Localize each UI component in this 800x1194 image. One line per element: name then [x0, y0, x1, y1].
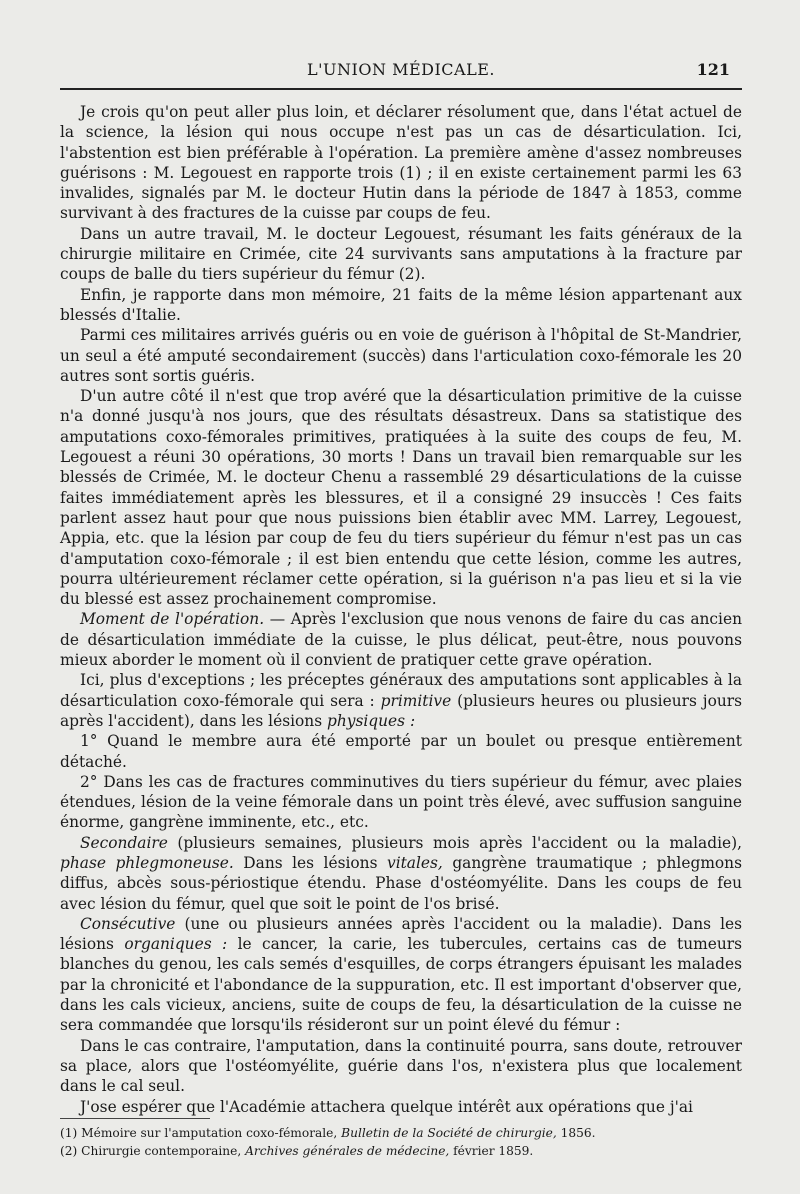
footnote-mark: (2): [60, 1144, 78, 1158]
paragraph: [60, 285, 742, 326]
footnote-date: février 1859.: [449, 1144, 534, 1158]
paragraph: [60, 224, 742, 285]
text-run: Parmi ces militaires arrivés guéris ou en voie de guérison à l'hôpital de St-Mandrier, un seul a été amputé secondairement (succès) dans l'articulation coxo-fémorale les 20 autres sont sortis guéris.: [60, 326, 742, 385]
text-run: D'un autre côté il n'est que trop avéré que la désarticulation primitive de la cuisse n'a donné jusqu'à nos jours, que des résultats désastreux. Dans sa statistique des amputations coxo-fémorales primitives, pratiquées à la suite des coups de feu, M. Legouest a réuni 30 opérations, 30 morts ! Dans un travail bien remarquable sur les blessés de Crimée, M. le docteur Chenu a rassemblé 29 désarticulations de la cuisse faites immédiatement après les blessures, et il a consigné 29 insuccès ! Ces faits parlent assez haut pour que nous puissions bien établir avec MM. Larrey, Legouest, Appia, etc. que la lésion par coup de feu du tiers supérieur du fémur n'est pas un cas d'amputation coxo-fémorale ; il est bien entendu que cette lésion, comme les autres, pourra ultérieurement réclamer cette opération, si la guérison n'a pas lieu et si la vie du blessé est assez prochainement compromise.: [60, 387, 742, 609]
page-header: [60, 60, 742, 86]
paragraph: [60, 386, 742, 609]
paragraph: [60, 833, 742, 914]
text-run: (plusieurs semaines, plusieurs mois après l'accident ou la maladie),: [167, 833, 742, 852]
footnote: [60, 1142, 742, 1160]
footnote-text: Mémoire sur l'amputation coxo-fémorale,: [77, 1126, 342, 1140]
text-run: le cancer, la carie, les tubercules, certains cas de tumeurs blanches du genou, les cals semés d'esquilles, de corps étrangers épuisant les malades par la chronicité et l'abondance de la suppuration, etc. Il est important d'observer que, dans les cals vicieux, anciens, suite de coups de feu, la désarticulation de la cuisse ne sera commandée que lorsqu'ils résideront sur un point élevé du fémur :: [60, 935, 742, 1035]
footnote-rule: [60, 1118, 210, 1119]
italic-text: primitive: [380, 691, 452, 710]
paragraph: [60, 731, 742, 772]
footnote-date: 1856.: [556, 1126, 596, 1140]
text-run: Enfin, je rapporte dans mon mémoire, 21 faits de la même lésion appartenant aux blessés d'Italie.: [60, 285, 742, 324]
article-body: [60, 102, 742, 1117]
italic-text: Consécutive: [80, 914, 176, 933]
text-run: (une ou plusieurs années après l'accident ou la maladie). Dans les lésions: [60, 914, 742, 954]
text-run: 2° Dans les cas de fractures comminutives du tiers supérieur du fémur, avec plaies étendues, lésion de la veine fémorale dans un point très élevé, avec suffusion sanguine énorme, gangrène imminente, etc., etc.: [60, 772, 742, 832]
paragraph: [60, 102, 742, 224]
text-run: J'ose espérer que l'Académie attachera quelque intérêt aux opérations que j'ai: [80, 1097, 693, 1116]
paragraph: [60, 670, 742, 731]
italic-text: physiques :: [327, 711, 416, 730]
italic-text: organiques :: [124, 935, 228, 954]
italic-text: phase phlegmoneuse.: [60, 853, 234, 872]
italic-text: vitales,: [387, 853, 443, 872]
footnote-source: Archives générales de médecine,: [245, 1144, 450, 1158]
header-rule: [60, 88, 742, 90]
footnote-text: Chirurgie contemporaine,: [77, 1144, 246, 1158]
footnote-source: Bulletin de la Société de chirurgie,: [341, 1126, 557, 1140]
text-run: Dans le cas contraire, l'amputation, dans la continuité pourra, sans doute, retrouver sa place, alors que l'ostéomyélite, guérie dans l'os, n'existera plus que localement dans le cal seul.: [60, 1036, 742, 1096]
italic-text: Moment de l'opération.: [80, 610, 265, 629]
text-run: Ici, plus d'exceptions ; les préceptes généraux des amputations sont applicables à la désarticulation coxo-fémorale qui sera :: [60, 671, 742, 710]
paragraph: [60, 772, 742, 833]
text-run: (plusieurs heures ou plusieurs jours après l'accident), dans les lésions: [60, 691, 743, 730]
footnotes: [60, 1124, 742, 1160]
paragraph: [60, 609, 742, 670]
page-number: 121: [696, 60, 730, 79]
italic-text: Secondaire: [80, 833, 168, 852]
running-title: L'UNION MÉDICALE.: [307, 60, 495, 79]
text-run: — Après l'exclusion que nous venons de faire du cas ancien de désarticulation immédiate de la cuisse, le plus délicat, peut-être, nous pouvons mieux aborder le moment où il convient de pratiquer cette grave opération.: [60, 610, 742, 670]
footnote-mark: (1): [60, 1126, 78, 1140]
paragraph: [60, 1097, 742, 1117]
text-run: Je crois qu'on peut aller plus loin, et déclarer résolument que, dans l'état actuel de la science, la lésion qui nous occupe n'est pas un cas de désarticulation. Ici, l'abstention est bien préférable à l'opération. La première amène d'assez nombreuses guérisons : M. Legouest en rapporte trois (1) ; il en existe certainement parmi les 63 invalides, signalés par M. le docteur Hutin dans la période de 1847 à 1853, comme survivant à des fractures de la cuisse par coups de feu.: [60, 103, 742, 223]
text-run: gangrène traumatique ; phlegmons diffus, abcès sous-périostique étendu. Phase d'ostéomyélite. Dans les coups de feu avec lésion du fémur, quel que soit le point de l'os brisé.: [60, 853, 742, 913]
text-run: Dans les lésions: [233, 853, 387, 872]
text-run: Dans un autre travail, M. le docteur Legouest, résumant les faits généraux de la chirurgie militaire en Crimée, cite 24 survivants sans amputations à la fracture par coups de balle du tiers supérieur du fémur (2).: [60, 224, 742, 284]
text-run: 1° Quand le membre aura été emporté par un boulet ou presque entièrement détaché.: [60, 732, 742, 771]
paragraph: [60, 1036, 742, 1097]
footnote: [60, 1124, 742, 1142]
paragraph: [60, 914, 742, 1036]
paragraph: [60, 325, 742, 386]
